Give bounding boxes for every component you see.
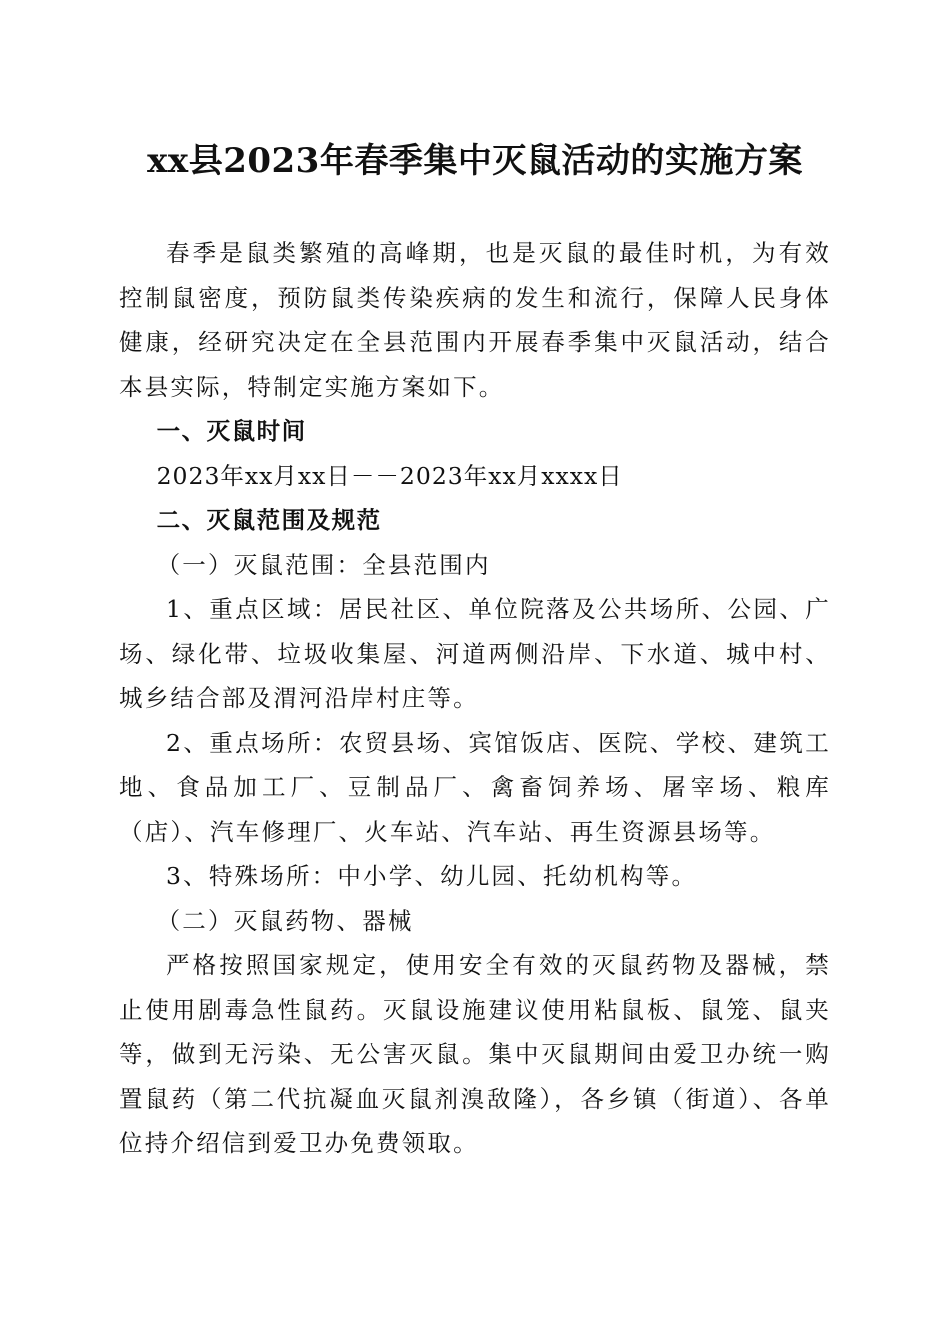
date-range: 2023年xx月xx日－－2023年xx月xxxx日: [156, 461, 623, 490]
drugs-paragraph: 严格按照国家规定，使用安全有效的灭鼠药物及器械，禁止使用剧毒急性鼠药。灭鼠设施建议使用粘鼠板、鼠笼、鼠夹等，做到无污染、无公害灭鼠。集中灭鼠期间由爱卫办统一购置鼠药（第二代抗凝血灭鼠剂溴敌隆），各乡镇（街道）、各单位持介绍信到爱卫办免费领取。: [119, 951, 831, 1157]
list-item-special-places: 3、特殊场所：中小学、幼儿园、托幼机构等。: [166, 862, 698, 890]
list-item-key-places: 2、重点场所：农贸县场、宾馆饭店、医院、学校、建筑工地、食品加工厂、豆制品厂、禽畜饲养场、屠宰场、粮库（店）、汽车修理厂、火车站、汽车站、再生资源县场等。: [119, 728, 831, 846]
document-title: xx县2023年春季集中灭鼠活动的实施方案: [147, 141, 803, 181]
list-item-key-areas: 1、重点区域：居民社区、单位院落及公共场所、公园、广场、绿化带、垃圾收集屋、河道两侧沿岸、下水道、城中村、城乡结合部及渭河沿岸村庄等。: [119, 595, 831, 712]
intro-paragraph: 春季是鼠类繁殖的高峰期，也是灭鼠的最佳时机，为有效控制鼠密度，预防鼠类传染疾病的发生和流行，保障人民身体健康，经研究决定在全县范围内开展春季集中灭鼠活动，结合本县实际，特制定实施方案如下。: [119, 239, 831, 401]
section-heading-time: 一、灭鼠时间: [156, 417, 307, 445]
section-heading-scope: 二、灭鼠范围及规范: [156, 506, 382, 534]
subsection-heading-scope: （一）灭鼠范围：全县范围内: [156, 550, 491, 579]
subsection-heading-drugs: （二）灭鼠药物、器械: [156, 906, 414, 935]
document-body: [119, 231, 831, 1166]
